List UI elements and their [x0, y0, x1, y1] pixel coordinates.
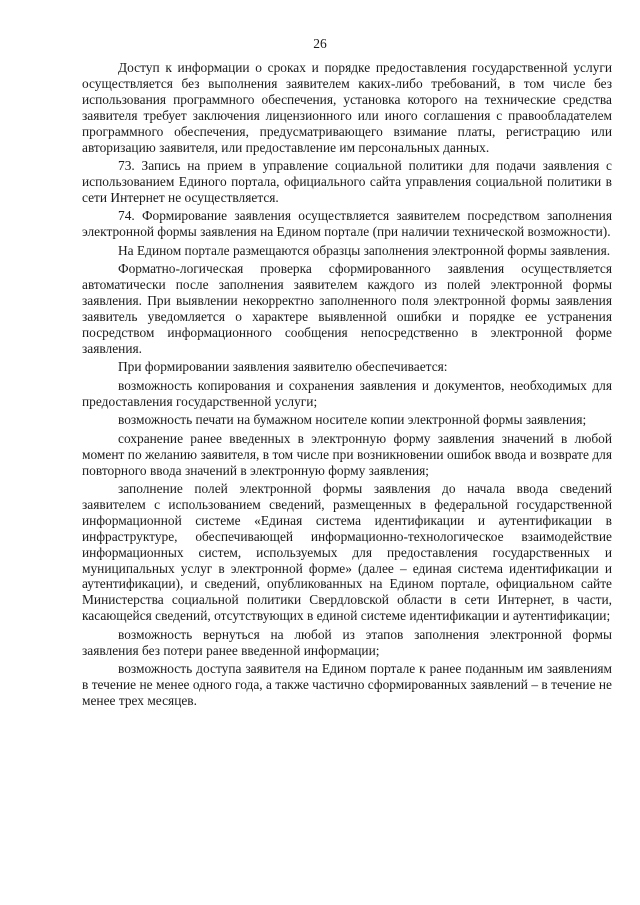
page-number: 26 [313, 36, 327, 51]
page-body [82, 60, 612, 709]
list-item-print: возможность печати на бумажном носителе копии электронной формы заявления; [118, 412, 587, 428]
paragraph-73: 73. Запись на прием в управление социальной политики для подачи заявления с использованием Единого портала, официального сайта управления социальной политики в сети Интернет не осуществляется. [82, 158, 612, 205]
paragraph-access-info: Доступ к информации о сроках и порядке предоставления государственной услуги осуществляется без выполнения заявителем каких-либо требований, в том числе без использования программного обеспечения, установка которого на технические средства заявителя требует заключения лицензионного или иного соглашения с правообладателем программного обеспечения, предусматривающего взимание платы, регистрацию или авторизацию заявителя, или предоставление им персональных данных. [82, 60, 612, 155]
list-item-return-steps: возможность вернуться на любой из этапов заполнения электронной формы заявления без потери ранее введенной информации; [82, 626, 612, 658]
list-item-prefill: заполнение полей электронной формы заявления до начала ввода сведений заявителем с использованием сведений, размещенных в федеральной государственной информационной системе «Единая система идентификации и аутентификации в инфраструктуре, обеспечивающей информационно-технологическое взаимодействие информационных систем, используемых для предоставления государственных и муниципальных услуг в электронной форме» (далее – единая система идентификации и аутентификации), и сведений, опубликованных на Едином портале, официальном сайте Министерства социальной политики Свердловской области в сети Интернет, в части, касающейся сведений, отсутствующих в единой системе идентификации и аутентификации; [82, 481, 612, 624]
paragraph-provisions-intro: При формировании заявления заявителю обеспечивается: [118, 359, 448, 375]
paragraph-form-samples: На Едином портале размещаются образцы заполнения электронной формы заявления. [118, 242, 611, 258]
paragraph-74: 74. Формирование заявления осуществляется заявителем посредством заполнения электронной формы заявления на Едином портале (при наличии технической возможности). [82, 208, 612, 240]
list-item-copy-save: возможность копирования и сохранения заявления и документов, необходимых для предоставления государственной услуги; [82, 377, 612, 409]
list-item-save-values: сохранение ранее введенных в электронную форму заявления значений в любой момент по желанию заявителя, в том числе при возникновении ошибок ввода и возврате для повторного ввода значений в электронную форму заявления; [82, 430, 612, 478]
paragraph-format-check: Форматно-логическая проверка сформированного заявления осуществляется автоматически после заполнения заявителем каждого из полей электронной формы заявления. При выявлении некорректно заполненного поля электронной формы заявления заявитель уведомляется о характере выявленной ошибки и порядке ее устранения посредством информационного сообщения непосредственно в электронной форме заявления. [82, 261, 612, 356]
list-item-access-history: возможность доступа заявителя на Едином портале к ранее поданным им заявлениям в течение не менее одного года, а также частично сформированных заявлений – в течение не менее трех месяцев. [82, 661, 612, 708]
